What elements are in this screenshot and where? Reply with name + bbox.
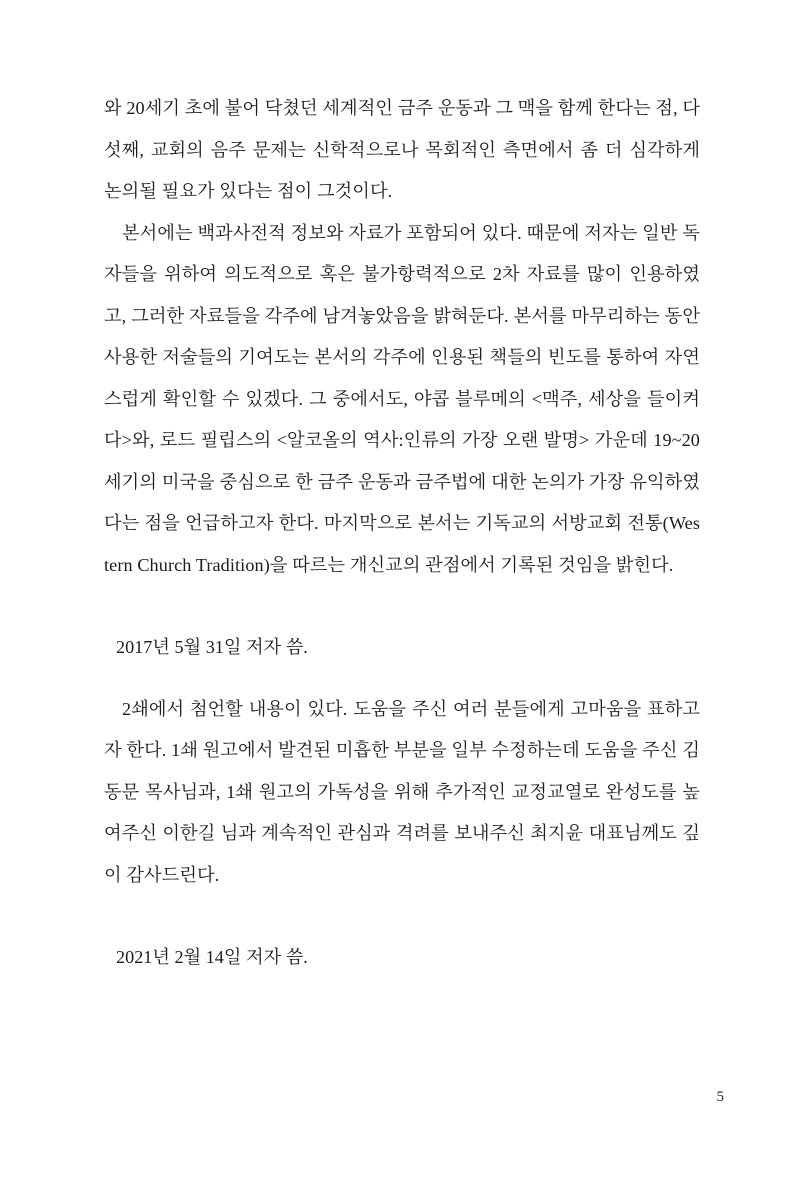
- paragraph-continuation: 와 20세기 초에 불어 닥쳤던 세계적인 금주 운동과 그 맥을 함께 한다는 점, 다섯째, 교회의 음주 문제는 신학적으로나 목회적인 측면에서 좀 더 심각하게 논의될 필요가 있다는 점이 그것이다.: [104, 98, 700, 201]
- signature-second-edition: 2021년 2월 14일 저자 씀.: [116, 947, 308, 967]
- paragraph-second-printing-notes: 2쇄에서 첨언할 내용이 있다. 도움을 주신 여러 분들에게 고마움을 표하고자 한다. 1쇄 원고에서 발견된 미흡한 부분을 일부 수정하는데 도움을 주신 김동문 목사님과, 1쇄 원고의 가독성을 위해 추가적인 교정교열로 완성도를 높여주신 이한길 님과 계속적인 관심과 격려를 보내주신 최지윤 대표님께도 깊이 감사드린다.: [104, 698, 700, 885]
- page-number: 5: [716, 1089, 724, 1105]
- spacer-before-second-signature: [104, 896, 700, 937]
- paragraph-encyclopedic-sources: 본서에는 백과사전적 정보와 자료가 포함되어 있다. 때문에 저자는 일반 독자들을 위하여 의도적으로 혹은 불가항력적으로 2차 자료를 많이 인용하였고, 그러한 자료들을 각주에 남겨놓았음을 밝혀둔다. 본서를 마무리하는 동안 사용한 저술들의 기여도는 본서의 각주에 인용된 책들의 빈도를 통하여 자연스럽게 확인할 수 있겠다. 그 중에서도, 야콥 블루메의 <맥주, 세상을 들이켜다>와, 로드 필립스의 <알코올의 역사:인류의 가장 오랜 발명> 가운데 19~20세기의 미국을 중심으로 한 금주 운동과 금주법에 대한 논의가 가장 유익하였다는 점을 언급하고자 한다. 마지막으로 본서는 기독교의 서방교회 전통(Western Church Tradition)을 따르는 개신교의 관점에서 기록된 것임을 밝힌다.: [104, 222, 700, 575]
- spacer-before-first-signature: [104, 586, 700, 627]
- text-column: [104, 88, 700, 979]
- spacer-before-second-edition: [104, 669, 700, 689]
- signature-first-edition: 2017년 5월 31일 저자 씀.: [116, 637, 308, 657]
